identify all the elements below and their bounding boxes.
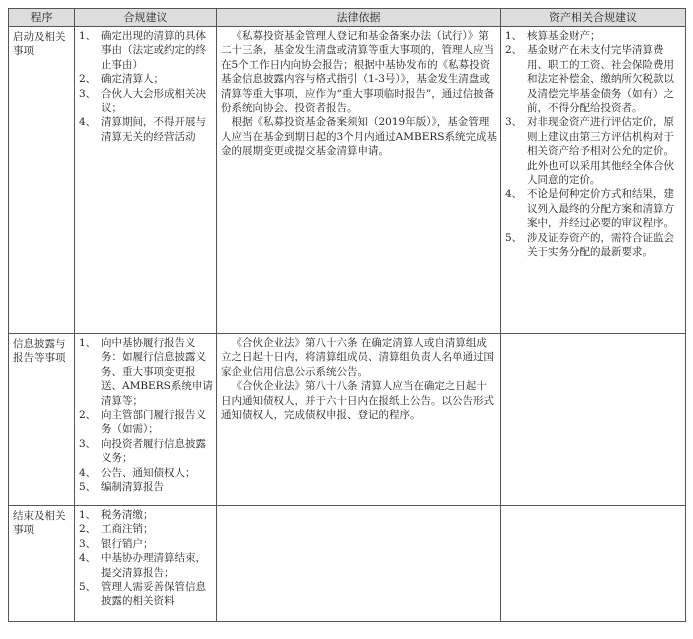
list-item: 2、 确定清算人； — [79, 73, 164, 86]
asset-advice-cell — [501, 27, 686, 334]
advice-cell — [75, 27, 217, 334]
list-item: 3、 对非现金资产进行评估定价，原则上建议由第三方评估机构对于相关资产给予相对公允的定价。此外也可以采用其他经全体合伙人同意的定价。 — [505, 116, 674, 187]
list-item: 2、 基金财产在未支付完毕清算费用、职工的工资、社会保险费用和法定补偿金、缴纳所欠税款以及清偿完毕基金债务（如有）之前，不得分配给投资者。 — [505, 44, 674, 115]
advice-cell — [75, 506, 217, 622]
table-row — [9, 334, 686, 506]
list-item: 2、 工商注销； — [79, 523, 154, 536]
legal-basis-cell — [217, 506, 501, 622]
stage-cell: 信息披露与报告等事项 — [9, 334, 75, 506]
list-item: 2、 向主管部门履行报告义务（如需）； — [79, 409, 206, 436]
asset-advice-cell — [501, 506, 686, 622]
list-item: 1、 向中基协履行报告义务：如履行信息披露义务、重大事项变更报送、AMBERS系统申请清算等； — [79, 337, 213, 407]
list-item: 1、 税务清缴； — [79, 509, 154, 521]
table-header-row — [9, 9, 686, 27]
list-item: 4、 清算期间，不得开展与清算无关的经营活动 — [79, 116, 206, 143]
advice-list — [79, 336, 213, 494]
legal-paragraph: 《合伙企业法》第八十六条 在确定清算人或自清算组成立之日起十日内，将清算组成员、清算组负责人名单通过国家企业信用信息公示系统公告。 — [221, 337, 494, 378]
list-item: 5、 管理人需妥善保管信息披露的相关资料 — [79, 581, 206, 608]
asset-advice-list — [505, 29, 682, 260]
legal-basis-cell — [217, 334, 501, 506]
list-item: 5、 编制清算报告 — [79, 481, 164, 494]
list-item: 4、 不论是何种定价方式和结果，建议列入最终的分配方案和清算方案中，并经过必要的审议程序。 — [505, 188, 674, 230]
asset-advice-cell — [501, 334, 686, 506]
list-item: 3、 向投资者履行信息披露义务； — [79, 437, 206, 465]
list-item: 4、 公告、通知债权人； — [79, 466, 196, 479]
table-row — [9, 27, 686, 334]
advice-list — [79, 508, 213, 609]
list-item: 5、 涉及证券资产的，需符合证监会关于实务分配的最新要求。 — [505, 231, 674, 259]
liquidation-compliance-table — [8, 8, 686, 622]
table-row — [9, 506, 686, 622]
list-item: 1、 确定出现的清算的具体事由（法定或约定的终止事由） — [79, 30, 206, 71]
header-legal-basis: 法律依据 — [217, 9, 501, 27]
advice-list — [79, 29, 213, 144]
list-item: 3、 银行销户； — [79, 537, 154, 550]
list-item: 1、 核算基金财产； — [505, 30, 601, 42]
legal-paragraph: 《合伙企业法》第八十八条 清算人应当在确定之日起十日内通知债权人，并于六十日内在报纸上公告。以公告形式通知债权人，完成债权申报、登记的程序。 — [221, 380, 494, 422]
header-advice: 合规建议 — [75, 9, 217, 27]
header-stage: 程序 — [9, 9, 75, 27]
stage-cell: 结束及相关事项 — [9, 506, 75, 622]
legal-paragraph: 《私募投资基金管理人登记和基金备案办法（试行）》第二十三条，基金发生清盘或清算等重大事项的，管理人应当在5个工作日内向协会报告；根据中基协发布的《私募投资基金信息披露内容与格式指引（1-3号）》，基金发生清盘或清算等重大事项，应作为“重大事项临时报告”，通过信披备份系统向协会、投资者报告。 — [221, 30, 495, 115]
advice-cell — [75, 334, 217, 506]
stage-cell: 启动及相关事项 — [9, 27, 75, 334]
header-asset-advice: 资产相关合规建议 — [501, 9, 686, 27]
legal-basis-cell — [217, 27, 501, 334]
legal-paragraph: 根据《私募投资基金备案须知（2019年版）》，基金管理人应当在基金到期日起的3个月内通过AMBERS系统完成基金的展期变更或提交基金清算申请。 — [221, 116, 497, 158]
list-item: 3、 合伙人大会形成相关决议； — [79, 87, 206, 115]
list-item: 4、 中基协办理清算结束，提交清算报告； — [79, 552, 206, 579]
document-page — [8, 8, 685, 622]
